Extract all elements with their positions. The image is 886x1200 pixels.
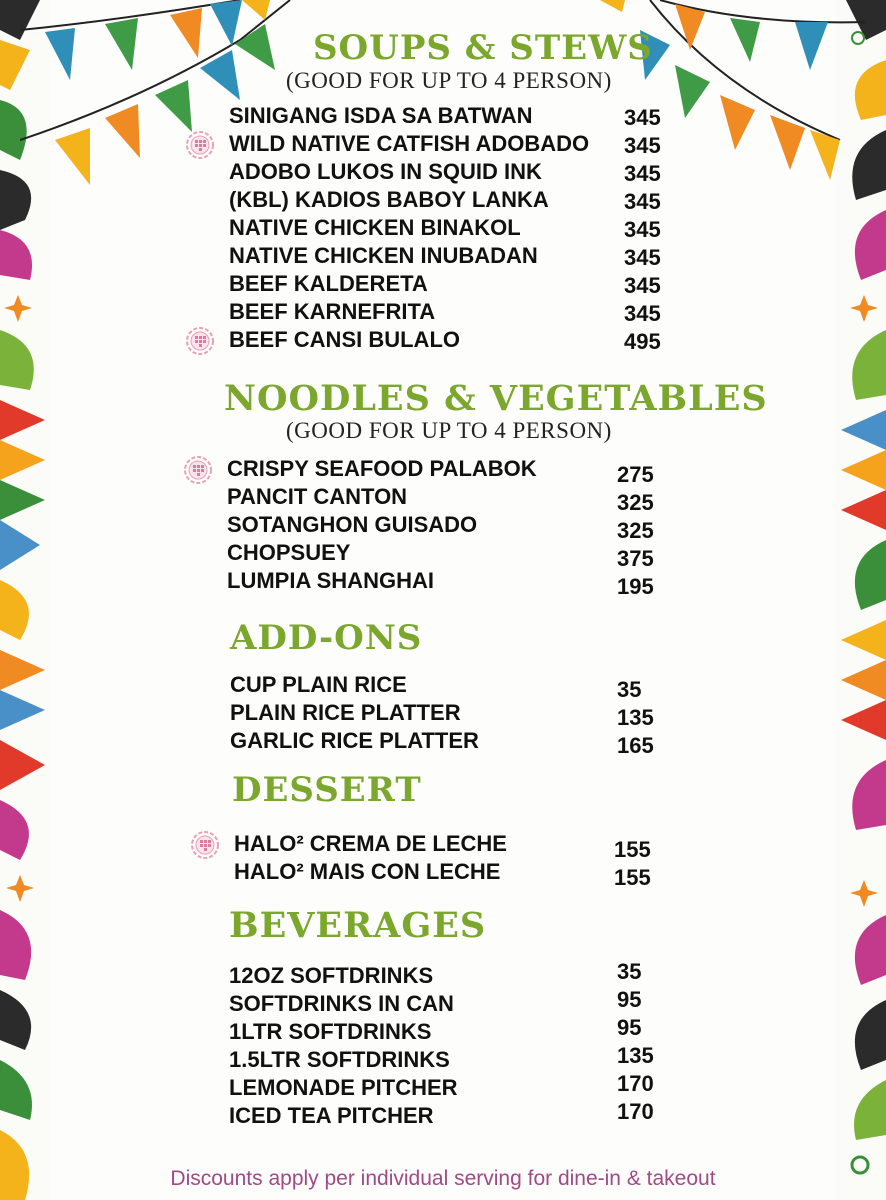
menu-item-name: (KBL) KADIOS BABOY LANKA bbox=[229, 187, 549, 212]
menu-item-price: 275 bbox=[617, 462, 654, 487]
beverages-heading: BEVERAGES bbox=[229, 905, 487, 946]
soups-subtitle: (GOOD FOR UP TO 4 PERSON) bbox=[286, 68, 612, 93]
menu-item-name: BEEF CANSI BULALO bbox=[229, 327, 460, 352]
menu-item-name: HALO² MAIS CON LECHE bbox=[234, 859, 501, 884]
menu-item-price: 345 bbox=[624, 217, 661, 242]
menu-item-name: ADOBO LUKOS IN SQUID INK bbox=[229, 159, 542, 184]
menu-item-price: 135 bbox=[617, 1043, 654, 1068]
menu-item-name: NATIVE CHICKEN INUBADAN bbox=[229, 243, 538, 268]
menu-item-name: PANCIT CANTON bbox=[227, 484, 408, 509]
menu-item-price: 345 bbox=[624, 273, 661, 298]
menu-item-name: NATIVE CHICKEN BINAKOL bbox=[229, 215, 521, 240]
menu-item-name: CHOPSUEY bbox=[227, 540, 351, 565]
flower-badge-icon bbox=[188, 828, 222, 862]
menu-item-name: SOTANGHON GUISADO bbox=[227, 512, 478, 537]
dessert-heading: DESSERT bbox=[232, 770, 422, 810]
menu-item-price: 345 bbox=[624, 301, 661, 326]
menu-item-name: WILD NATIVE CATFISH ADOBADO bbox=[229, 131, 590, 156]
menu-item-price: 345 bbox=[624, 161, 661, 186]
menu-item-price: 325 bbox=[617, 490, 654, 515]
menu-item-name: HALO² CREMA DE LECHE bbox=[234, 831, 507, 856]
menu-item-price: 495 bbox=[624, 329, 661, 354]
flower-badge-icon bbox=[183, 324, 217, 358]
menu-item-name: ICED TEA PITCHER bbox=[229, 1103, 434, 1128]
soups-heading: SOUPS & STEWS bbox=[313, 28, 653, 68]
menu-item-price: 195 bbox=[617, 574, 654, 599]
menu-item-name: CUP PLAIN RICE bbox=[230, 672, 407, 697]
menu-item-price: 170 bbox=[617, 1099, 654, 1124]
menu-item-price: 375 bbox=[617, 546, 654, 571]
noodles-heading: NOODLES & VEGETABLES bbox=[224, 378, 768, 419]
menu-item-price: 95 bbox=[617, 1015, 642, 1040]
flower-badge-icon bbox=[183, 128, 217, 162]
menu-item-price: 325 bbox=[617, 518, 654, 543]
noodles-subtitle: (GOOD FOR UP TO 4 PERSON) bbox=[286, 418, 612, 443]
menu-item-name: GARLIC RICE PLATTER bbox=[230, 728, 479, 753]
menu-item-name: BEEF KALDERETA bbox=[229, 271, 428, 296]
menu-item-price: 345 bbox=[624, 245, 661, 270]
menu-item-name: PLAIN RICE PLATTER bbox=[230, 700, 461, 725]
menu-item-price: 155 bbox=[614, 837, 651, 862]
menu-item-name: SOFTDRINKS IN CAN bbox=[229, 991, 454, 1016]
menu-item-name: 12OZ SOFTDRINKS bbox=[229, 963, 434, 988]
flower-badge-icon bbox=[181, 453, 215, 487]
menu-item-name: BEEF KARNEFRITA bbox=[229, 299, 436, 324]
addons-heading: ADD-ONS bbox=[230, 618, 423, 658]
menu-item-price: 135 bbox=[617, 705, 654, 730]
menu-item-price: 345 bbox=[624, 105, 661, 130]
menu-item-price: 345 bbox=[624, 189, 661, 214]
menu-item-name: CRISPY SEAFOOD PALABOK bbox=[227, 456, 537, 481]
menu-item-price: 95 bbox=[617, 987, 642, 1012]
menu-item-price: 155 bbox=[614, 865, 651, 890]
menu-item-price: 35 bbox=[617, 677, 642, 702]
menu-item-name: LUMPIA SHANGHAI bbox=[227, 568, 434, 593]
menu-item-price: 170 bbox=[617, 1071, 654, 1096]
menu-item-price: 35 bbox=[617, 959, 642, 984]
discount-note: Discounts apply per individual serving for dine-in & takeout bbox=[170, 1167, 716, 1190]
menu-item-price: 345 bbox=[624, 133, 661, 158]
menu-item-name: LEMONADE PITCHER bbox=[229, 1075, 458, 1100]
menu-item-name: SINIGANG ISDA SA BATWAN bbox=[229, 103, 533, 128]
menu-item-price: 165 bbox=[617, 733, 654, 758]
menu-item-name: 1LTR SOFTDRINKS bbox=[229, 1019, 432, 1044]
menu-item-name: 1.5LTR SOFTDRINKS bbox=[229, 1047, 450, 1072]
